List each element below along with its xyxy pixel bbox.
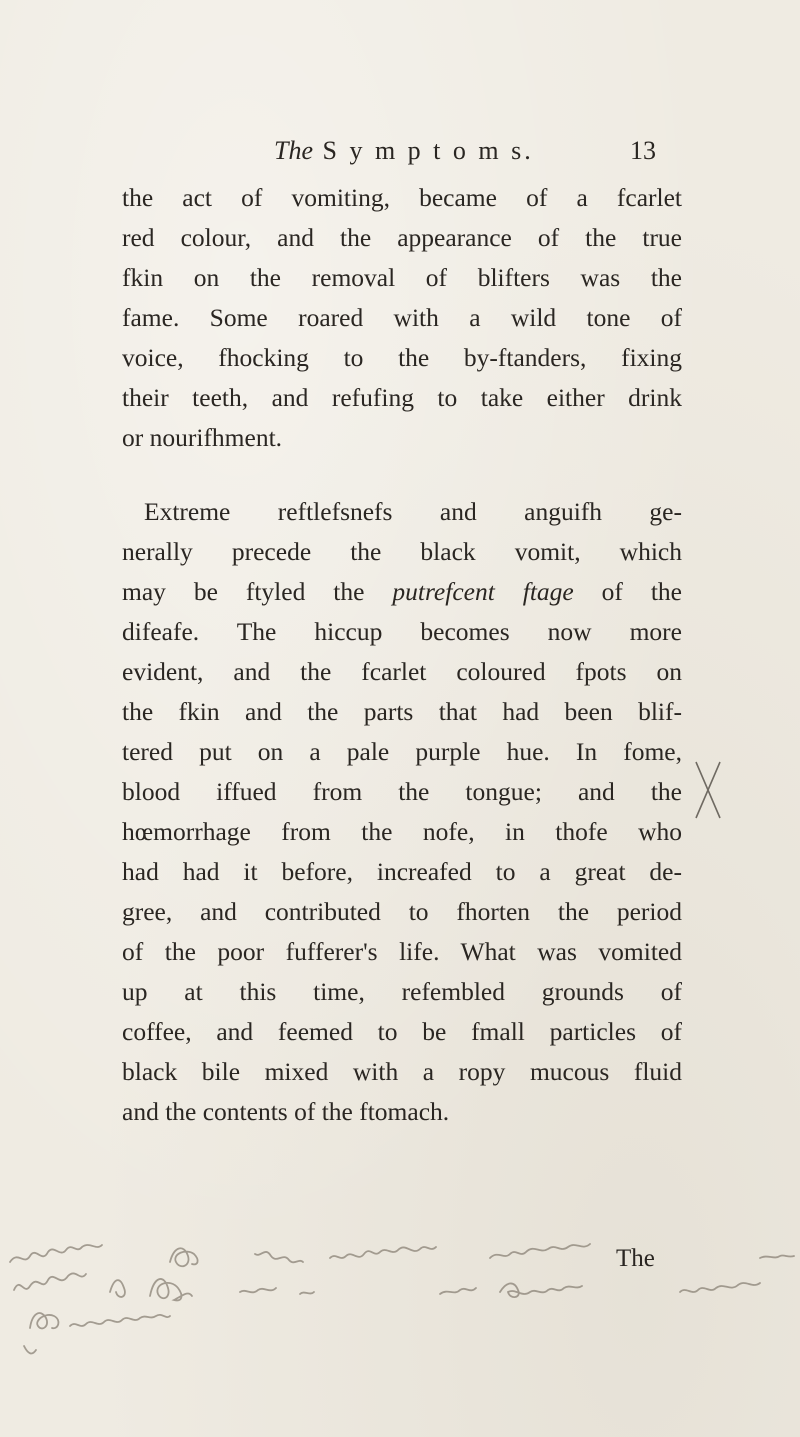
- text-line: of the poor fufferer's life. What was vomited: [122, 937, 682, 966]
- text-line: difeafe. The hiccup becomes now more: [122, 617, 682, 646]
- text-line: or nourifhment.: [122, 423, 283, 452]
- text-line: nerally precede the black vomit, which: [122, 537, 682, 566]
- text-line: their teeth, and refufing to take either drink: [122, 383, 682, 412]
- paragraph-2: [122, 492, 682, 1132]
- text-line: fame. Some roared with a wild tone of: [122, 303, 682, 332]
- text-line: voice, fhocking to the by-ftanders, fixing: [122, 343, 682, 372]
- text-line: evident, and the fcarlet coloured fpots on: [122, 657, 682, 686]
- text-line: the fkin and the parts that had been blif-: [122, 697, 682, 726]
- text-line: fkin on the removal of blifters was the: [122, 263, 682, 292]
- text-line: black bile mixed with a ropy mucous fluid: [122, 1057, 682, 1086]
- text-line: up at this time, refembled grounds of: [122, 977, 682, 1006]
- text-line: Extreme reftlefsnefs and anguifh ge-: [144, 497, 682, 526]
- text-line: hœmorrhage from the nofe, in thofe who: [122, 817, 682, 846]
- text-line: had had it before, increafed to a great de-: [122, 857, 682, 886]
- page-number: 13: [630, 136, 656, 165]
- italic-phrase: putrefcent ftage: [392, 577, 574, 606]
- text-segment: of the: [601, 577, 682, 606]
- text-line-with-italic: [122, 572, 682, 612]
- text-line: blood iffued from the tongue; and the: [122, 777, 682, 806]
- running-head: [274, 136, 534, 166]
- text-line: gree, and contributed to fhorten the period: [122, 897, 682, 926]
- paragraph-1: [122, 178, 682, 458]
- text-line: coffee, and feemed to be fmall particles of: [122, 1017, 682, 1046]
- running-head-title: S y m p t o m s.: [322, 136, 534, 165]
- running-head-the: The: [274, 136, 313, 165]
- text-line: tered put on a pale purple hue. In fome,: [122, 737, 682, 766]
- catchword: The: [616, 1245, 655, 1272]
- text-line: the act of vomiting, became of a fcarlet: [122, 183, 682, 212]
- text-segment: may be ftyled the: [122, 577, 365, 606]
- margin-x-mark: [693, 760, 723, 820]
- text-line: red colour, and the appearance of the true: [122, 223, 682, 252]
- text-line: and the contents of the ftomach.: [122, 1097, 450, 1126]
